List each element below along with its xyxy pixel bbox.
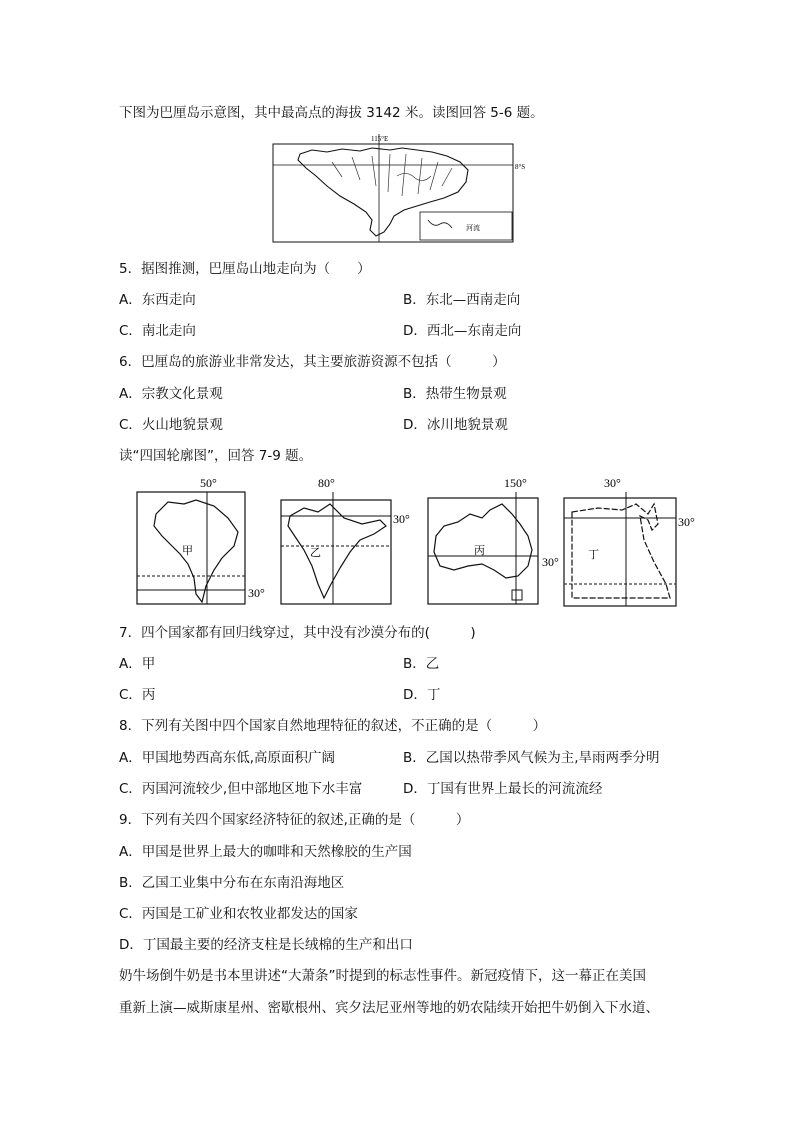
q9-option-a: A．甲国是世界上最大的咖啡和天然橡胶的生产国 [119,844,412,860]
map-yi-country: 乙 [310,547,321,559]
passage-line-2: 重新上演—威斯康星州、密歇根州、宾夕法尼亚州等地的奶农陆续开始把牛奶倒入下水道、 [119,1000,659,1016]
map-ding-lon: 30° [604,476,621,490]
q7-option-a: A．甲 [119,656,156,672]
q6-option-c: C．火山地貌景观 [119,417,223,433]
map-jia-outline [154,500,238,602]
q8-stem: 8．下列有关图中四个国家自然地理特征的叙述，不正确的是（ ） [119,718,547,734]
q8-option-c: C．丙国河流较少,但中部地区地下水丰富 [119,781,363,797]
map-jia-country: 甲 [182,545,193,557]
bali-map [272,132,534,244]
map-ding-lat: 30° [678,515,695,529]
q9-option-d: D．丁国最主要的经济支柱是长绒棉的生产和出口 [119,937,413,953]
q5-option-b: B．东北—西南走向 [403,292,521,308]
q9-stem: 9．下列有关四个国家经济特征的叙述,正确的是（ ） [119,812,470,828]
q7-option-b: B．乙 [403,656,440,672]
map-bing-lon: 150° [504,476,527,490]
q8-option-b: B．乙国以热带季风气候为主,旱雨两季分明 [403,750,660,766]
q6-option-b: B．热带生物景观 [403,386,507,402]
q6-option-a: A．宗教文化景观 [119,386,223,402]
map-jia [137,476,265,604]
q8-option-a: A．甲国地势西高东低,高原面积广阔 [119,750,336,766]
intro-bali: 下图为巴厘岛示意图，其中最高点的海拔 3142 米。读图回答 5-6 题。 [119,105,544,121]
latitude-label: 8°S [515,163,526,171]
q7-option-c: C．丙 [119,687,156,703]
map-bing-lat: 30° [542,555,559,569]
map-ding [564,476,695,606]
map-yi-outline [288,504,386,598]
q9-option-c: C．丙国是工矿业和农牧业都发达的国家 [119,906,358,922]
q6-option-d: D．冰川地貌景观 [403,417,508,433]
intro-four-countries: 读“四国轮廓图”，回答 7-9 题。 [119,448,313,464]
q7-stem: 7．四个国家都有回归线穿过，其中没有沙漠分布的( ) [119,625,476,641]
map-jia-lat: 30° [248,586,265,600]
map-yi-lon: 80° [318,476,335,490]
q6-stem: 6．巴厘岛的旅游业非常发达，其主要旅游资源不包括（ ） [119,354,506,370]
map-yi-lat: 30° [393,512,410,526]
q5-option-a: A．东西走向 [119,292,196,308]
map-bing [428,476,559,604]
legend-label: 河流 [466,224,480,232]
q7-option-d: D．丁 [403,687,441,703]
map-yi [281,476,410,604]
longitude-label: 115°E [371,135,389,143]
map-ding-country: 丁 [588,549,599,561]
passage-line-1: 奶牛场倒牛奶是书本里讲述“大萧条”时提到的标志性事件。新冠疫情下，这一幕正在美国 [119,968,646,984]
q9-option-b: B．乙国工业集中分布在东南沿海地区 [119,875,345,891]
four-country-maps [118,474,718,610]
q5-stem: 5．据图推测，巴厘岛山地走向为（ ） [119,261,371,277]
q5-option-d: D．西北—东南走向 [403,323,522,339]
map-bing-country: 丙 [474,545,485,557]
map-jia-lon: 50° [200,476,217,490]
q8-option-d: D．丁国有世界上最长的河流流经 [403,781,603,797]
q5-option-c: C．南北走向 [119,323,196,339]
map-bing-outline [434,504,532,578]
